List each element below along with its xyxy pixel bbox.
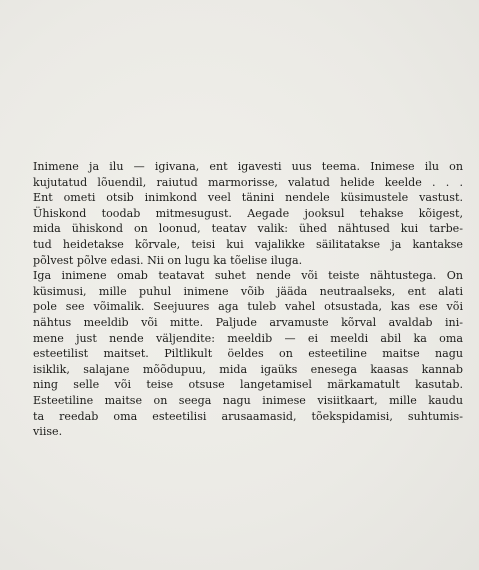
text-line: tud heidetakse kõrvale, teisi kui vajalikke säilitatakse ja kantakse	[33, 237, 463, 251]
text-line: Ent ometi otsib inimkond veel tänini nendele küsimustele vastust.	[33, 191, 463, 205]
paragraph-1	[33, 159, 463, 268]
text-line: ning selle või teise otsuse langetamisel märkamatult kasutab.	[33, 378, 463, 392]
text-line: viise.	[33, 425, 63, 439]
body-text	[33, 159, 463, 440]
text-line: pole see võimalik. Seejuures aga tuleb vahel otsustada, kas ese või	[33, 300, 463, 314]
text-line: nähtus meeldib või mitte. Paljude arvamuste kõrval avaldab ini-	[33, 315, 463, 329]
text-line: Inimene ja ilu — igivana, ent igavesti uus teema. Inimese ilu on	[33, 160, 463, 173]
text-line: mida ühiskond on loonud, teatav valik: ühed nähtused kui tarbe-	[33, 222, 463, 236]
paragraph-2	[33, 268, 463, 440]
text-line: mene just nende väljendite: meeldib — ei meeldi abil ka oma	[33, 331, 463, 345]
text-line: kujutatud lõuendil, raiutud marmorisse, valatud helide keelde . . .	[33, 175, 463, 189]
text-line: ta reedab oma esteetilisi arusaamasid, tõekspidamisi, suhtumis-	[33, 409, 463, 423]
text-line: isiklik, salajane mõõdupuu, mida igaüks enesega kaasas kannab	[33, 362, 463, 376]
text-line: Esteetiline maitse on seega nagu inimese visiitkaart, mille kaudu	[33, 393, 463, 407]
text-line: Ühiskond toodab mitmesugust. Aegade jooksul tehakse kõigest,	[33, 206, 463, 220]
text-line: küsimusi, mille puhul inimene võib jääda neutraalseks, ent alati	[33, 284, 463, 298]
text-line: esteetilist maitset. Piltlikult öeldes on esteetiline maitse nagu	[33, 347, 463, 361]
text-line: põlvest põlve edasi. Nii on lugu ka tõelise iluga.	[33, 253, 303, 267]
text-line: Iga inimene omab teatavat suhet nende või teiste nähtustega. On	[33, 269, 463, 283]
